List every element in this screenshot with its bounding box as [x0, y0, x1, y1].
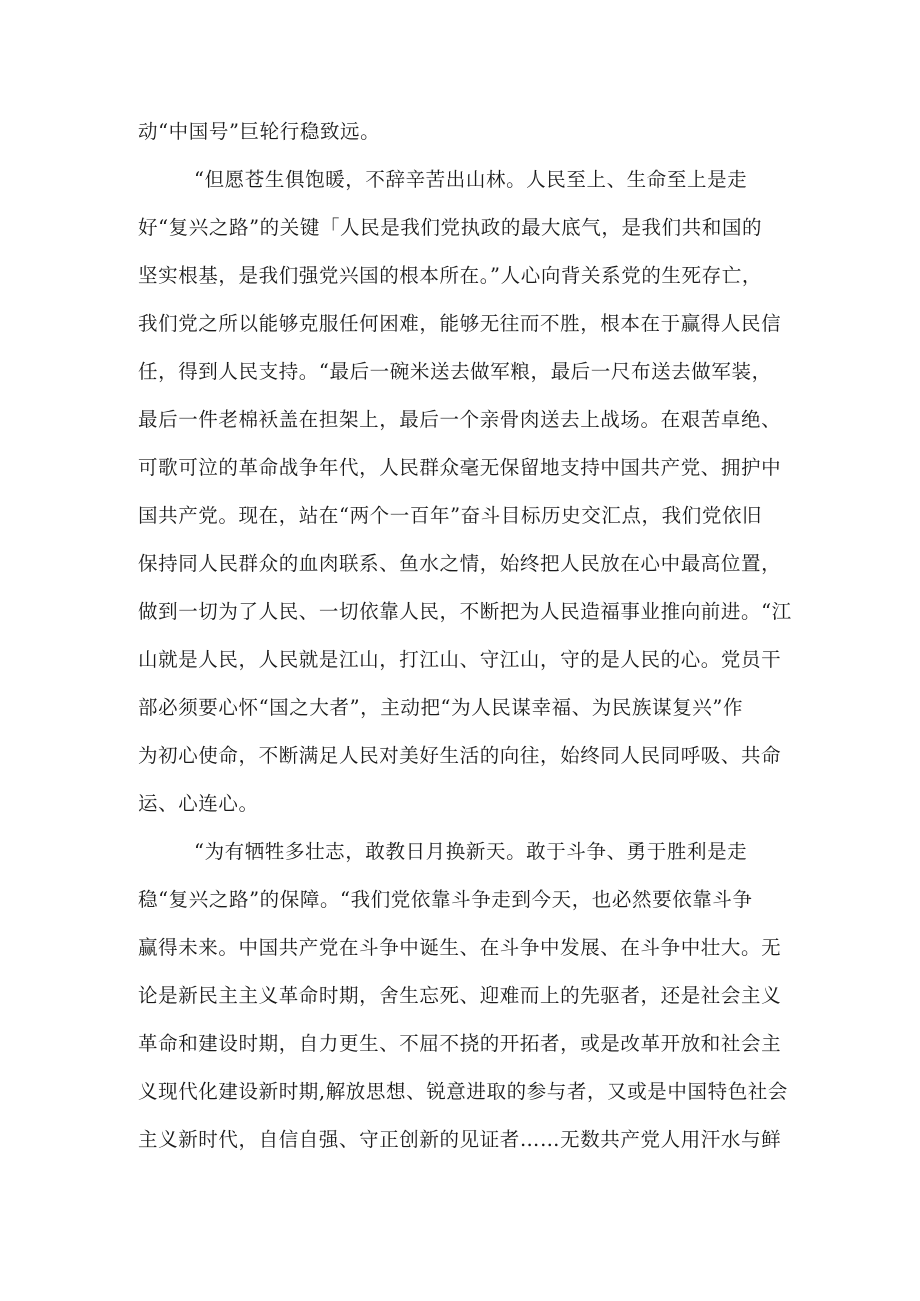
paragraph-3-line-6: 义现代化建设新时期,解放思想、锐意进取的参与者，又或是中国特色社会 [138, 1080, 788, 1103]
paragraph-2-line-11: 山就是人民，人民就是江山，打江山、守江山，守的是人民的心。党员干 [138, 648, 782, 671]
paragraph-1-line-1: 动“中国号”巨轮行稳致远。 [138, 120, 381, 143]
paragraph-2-line-5: 任，得到人民支持。“最后一碗米送去做军粮，最后一尺布送去做军装， [138, 360, 772, 383]
paragraph-2-line-6: 最后一件老棉袄盖在担架上，最后一个亲骨肉送去上战场。在艰苦卓绝、 [138, 408, 782, 431]
paragraph-2-line-3: 坚实根基，是我们强党兴国的根本所在。”人心向背关系党的生死存亡， [138, 264, 762, 287]
paragraph-2-line-8: 国共产党。现在，站在“两个一百年”奋斗目标历史交汇点，我们党依旧 [138, 504, 763, 527]
paragraph-2-line-10: 做到一切为了人民、一切依靠人民，不断把为人民造福事业推向前进。“江 [138, 600, 792, 623]
paragraph-2-line-2: 好“复兴之路”的关键「人民是我们党执政的最大底气，是我们共和国的 [138, 216, 763, 239]
paragraph-2-line-9: 保持同人民群众的血肉联系、鱼水之情，始终把人民放在心中最高位置， [138, 552, 782, 575]
paragraph-2-line-12: 部必须要心怀“国之大者”，主动把“为人民谋幸福、为民族谋复兴”作 [138, 696, 744, 719]
paragraph-3-line-7: 主义新时代，自信自强、守正创新的见证者……无数共产党人用汗水与鲜 [138, 1128, 782, 1151]
paragraph-3-line-5: 革命和建设时期，自力更生、不屈不挠的开拓者，或是改革开放和社会主 [138, 1032, 782, 1055]
paragraph-3-line-4: 论是新民主主义革命时期，舍生忘死、迎难而上的先驱者，还是社会主义 [138, 984, 782, 1007]
paragraph-2-line-1: “但愿苍生俱饱暖，不辞辛苦出山林。人民至上、生命至上是走 [194, 168, 748, 191]
paragraph-2-line-7: 可歌可泣的革命战争年代，人民群众毫无保留地支持中国共产党、拥护中 [138, 456, 782, 479]
paragraph-3-line-1: “为有牺牲多壮志，敢教日月换新天。敢于斗争、勇于胜利是走 [194, 840, 748, 863]
paragraph-2-line-4: 我们党之所以能够克服任何困难，能够无往而不胜，根本在于赢得人民信 [138, 312, 782, 335]
paragraph-3-line-3: 赢得未来。中国共产党在斗争中诞生、在斗争中发展、在斗争中壮大。无 [138, 936, 782, 959]
paragraph-2-line-14: 运、心连心。 [138, 792, 259, 815]
paragraph-3-line-2: 稳“复兴之路”的保障。“我们党依靠斗争走到今天，也必然要依靠斗争 [138, 888, 753, 911]
paragraph-2-line-13: 为初心使命，不断满足人民对美好生活的向往，始终同人民同呼吸、共命 [138, 744, 782, 767]
